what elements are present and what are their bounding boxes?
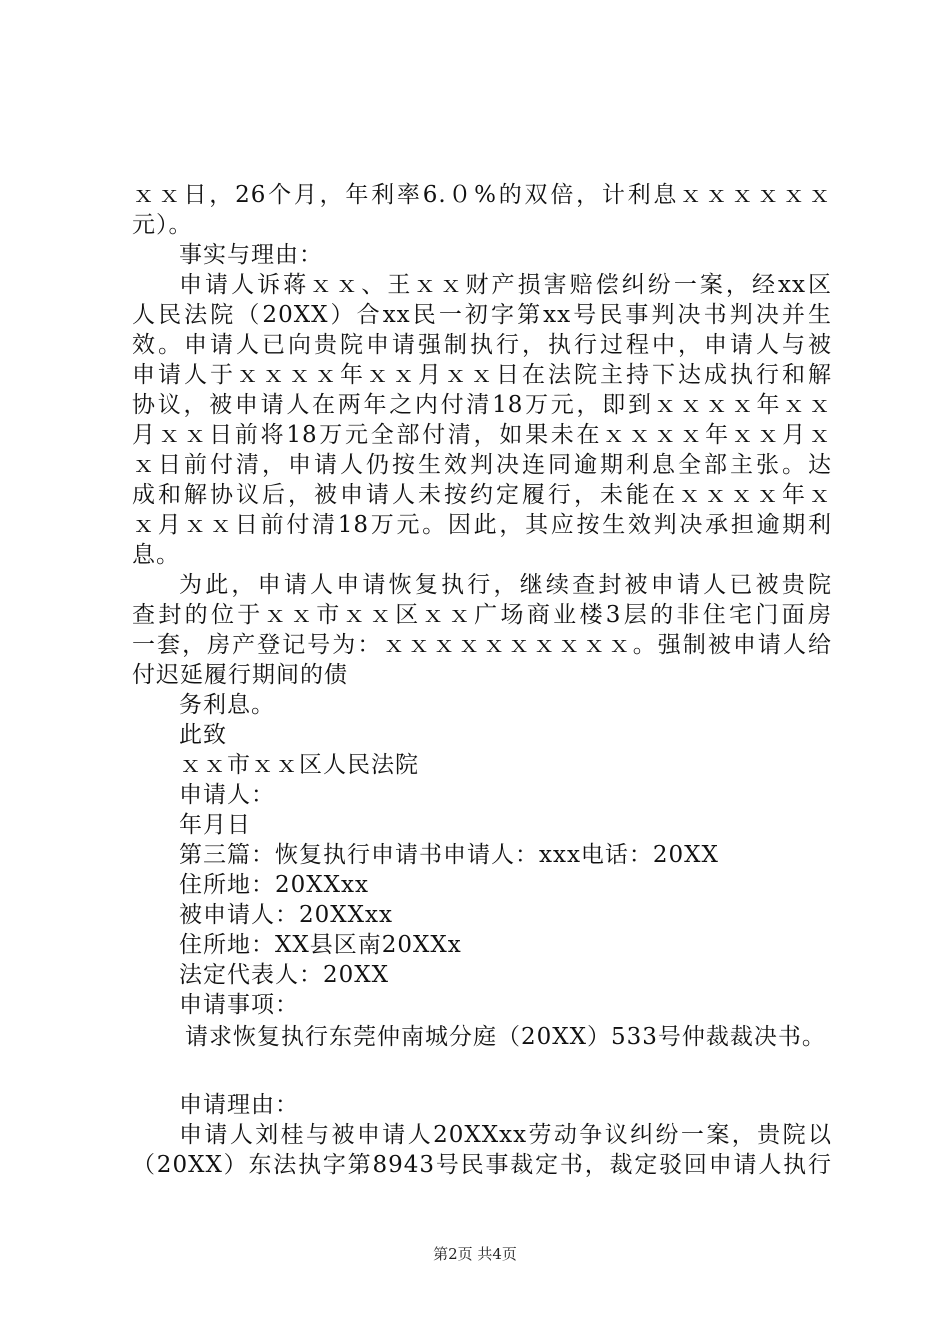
text-line: 付迟延履行期间的债	[132, 662, 348, 688]
chapter-heading: 第三篇：恢复执行申请书申请人：xxx电话：20XX	[179, 842, 719, 868]
section-heading: 申请事项：	[179, 992, 299, 1018]
applicant-label: 申请人：	[179, 782, 275, 808]
section-heading: 申请理由：	[179, 1092, 299, 1118]
text-line: 查封的位于ｘｘ市ｘｘ区ｘｘ广场商业楼3层的非住宅门面房	[132, 602, 832, 628]
text-line: （20XX）东法执字第8943号民事裁定书，裁定驳回申请人执行	[132, 1152, 832, 1178]
legal-representative-line: 法定代表人：20XX	[179, 962, 390, 988]
text-line: ｘ月ｘｘ日前付清18万元。因此，其应按生效判决承担逾期利	[132, 512, 832, 538]
text-line: 为此，申请人申请恢复执行，继续查封被申请人已被贵院	[179, 572, 832, 598]
text-line: 一套，房产登记号为：ｘｘｘｘｘｘｘｘｘｘ。强制被申请人给	[132, 632, 832, 658]
respondent-line: 被申请人：20XXxx	[179, 902, 393, 928]
text-line: 协议，被申请人在两年之内付清18万元，即到ｘｘｘｘ年ｘｘ	[132, 392, 832, 418]
text-line: 效。申请人已向贵院申请强制执行，执行过程中，申请人与被	[132, 332, 832, 358]
text-line: 月ｘｘ日前将18万元全部付清，如果未在ｘｘｘｘ年ｘｘ月ｘ	[132, 422, 832, 448]
text-line: 元）。	[132, 212, 193, 238]
text-line: 申请人于ｘｘｘｘ年ｘｘ月ｘｘ日在法院主持下达成执行和解	[132, 362, 832, 388]
address-line: 住所地：20XXxx	[179, 872, 369, 898]
closing-salutation: 此致	[179, 722, 227, 748]
text-line: 成和解协议后，被申请人未按约定履行，未能在ｘｘｘｘ年ｘ	[132, 482, 832, 508]
address-line: 住所地：XX县区南20XXx	[179, 932, 462, 958]
date-label: 年月日	[179, 812, 251, 838]
text-line: 务利息。	[179, 692, 275, 718]
court-name: ｘｘ市ｘｘ区人民法院	[179, 752, 419, 778]
page-number: 第2页 共4页	[433, 1245, 517, 1263]
text-line: 人民法院（20XX）合xx民一初字第xx号民事判决书判决并生	[132, 302, 832, 328]
text-line: ｘｘ日，26个月，年利率6.０%的双倍，计利息ｘｘｘｘｘｘ	[132, 182, 832, 208]
text-line: ｘ日前付清，申请人仍按生效判决连同逾期利息全部主张。达	[132, 452, 832, 478]
section-heading: 事实与理由：	[179, 242, 323, 268]
request-line: 请求恢复执行东莞仲南城分庭（20XX）533号仲裁裁决书。	[185, 1024, 826, 1050]
text-line: 申请人诉蒋ｘｘ、王ｘｘ财产损害赔偿纠纷一案，经xx区	[179, 272, 832, 298]
text-line: 息。	[132, 542, 180, 568]
text-line: 申请人刘桂与被申请人20XXxx劳动争议纠纷一案，贵院以	[179, 1122, 832, 1148]
